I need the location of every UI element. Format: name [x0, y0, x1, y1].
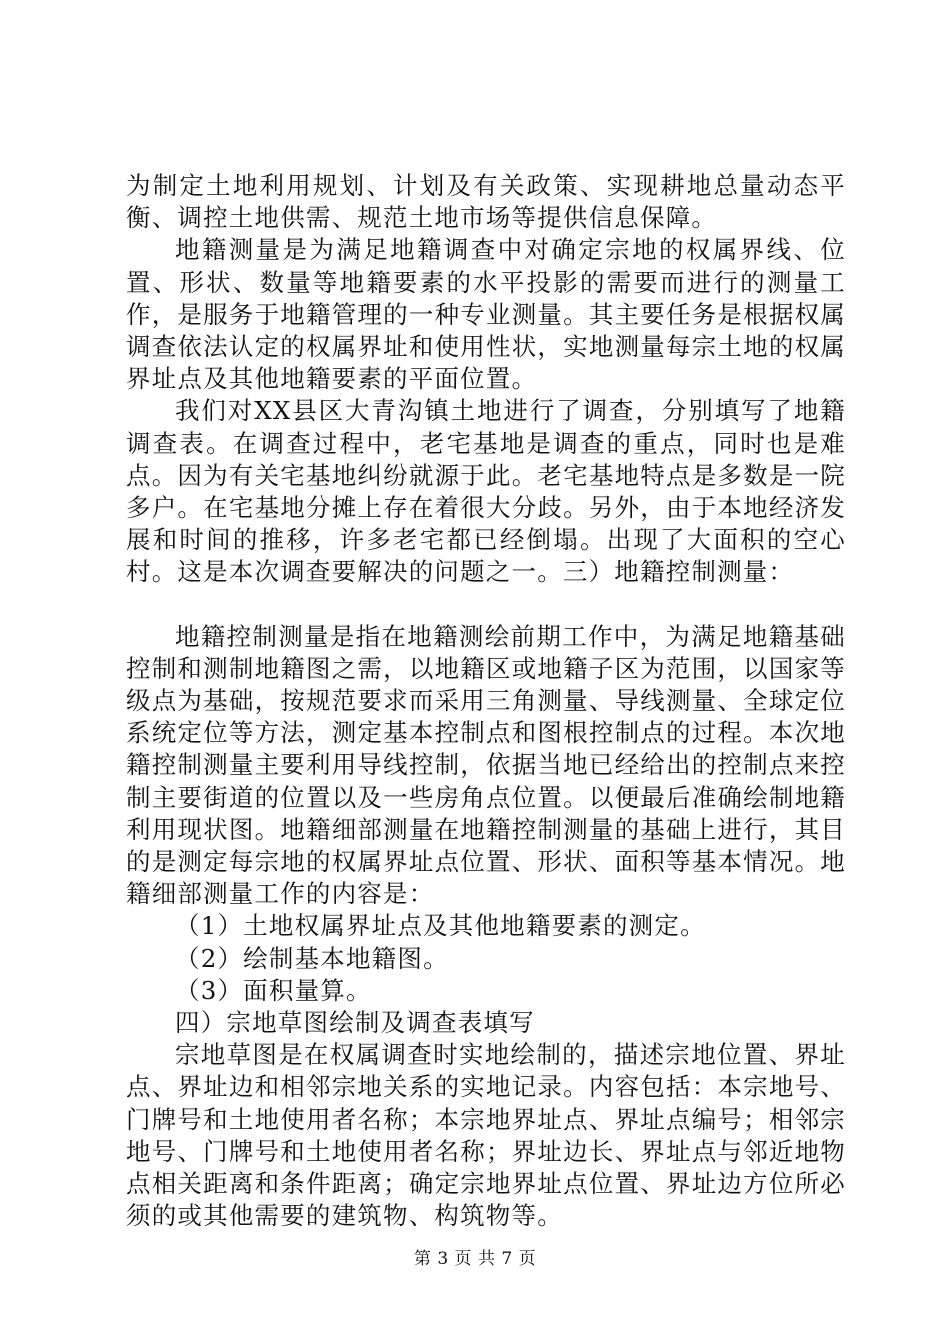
list-item-3: （3）面积量算。 — [175, 975, 372, 1005]
paragraph-intro-continuation: 为制定土地利用规划、计划及有关政策、实现耕地总量动态平衡、调控土地供需、规范土地市场等提供信息保障。 — [126, 171, 846, 233]
document-body — [126, 170, 846, 1233]
paragraph-investigation: 我们对XX县区大青沟镇土地进行了调查，分别填写了地籍调查表。在调查过程中，老宅基地是调查的重点，同时也是难点。因为有关宅基地纠纷就源于此。老宅基地特点是多数是一院多户。在宅基地分摊上存在着很大分歧。另外，由于本地经济发展和时间的推移，许多老宅都已经倒塌。出现了大面积的空心村。这是本次调查要解决的问题之一。三）地籍控制测量： — [126, 396, 846, 587]
paragraph-parcel-sketch: 宗地草图是在权属调查时实地绘制的，描述宗地位置、界址点、界址边和相邻宗地关系的实地记录。内容包括：本宗地号、门牌号和土地使用者名称；本宗地界址点、界址点编号；相邻宗地号、门牌号和土地使用者名称；界址边长、界址点与邻近地物点相关距离和条件距离；确定宗地界址点位置、界址边方位所必须的或其他需要的建筑物、构筑物等。 — [126, 1040, 846, 1231]
section-heading-4: 四）宗地草图绘制及调查表填写 — [175, 1008, 535, 1038]
page-number-footer: 第 3 页 共 7 页 — [413, 1249, 537, 1269]
list-item-2: （2）绘制基本地籍图。 — [175, 943, 449, 973]
paragraph-cadastral-survey: 地籍测量是为满足地籍调查中对确定宗地的权属界线、位置、形状、数量等地籍要素的水平投影的需要而进行的测量工作，是服务于地籍管理的一种专业测量。其主要任务是根据权属调查依法认定的权属界址和使用性状，实地测量每宗土地的权属界址点及其他地籍要素的平面位置。 — [126, 235, 846, 394]
paragraph-control-survey: 地籍控制测量是指在地籍测绘前期工作中，为满足地籍基础控制和测制地籍图之需，以地籍区或地籍子区为范围，以国家等级点为基础，按规范要求而采用三角测量、导线测量、全球定位系统定位等方法，测定基本控制点和图根控制点的过程。本次地籍控制测量主要利用导线控制，依据当地已经给出的控制点来控制主要街道的位置以及一些房角点位置。以便最后准确绘制地籍利用现状图。地籍细部测量在地籍控制测量的基础上进行，其目的是测定每宗地的权属界址点位置、形状、面积等基本情况。地籍细部测量工作的内容是： — [126, 621, 846, 909]
list-item-1: （1）土地权属界址点及其他地籍要素的测定。 — [175, 911, 706, 941]
